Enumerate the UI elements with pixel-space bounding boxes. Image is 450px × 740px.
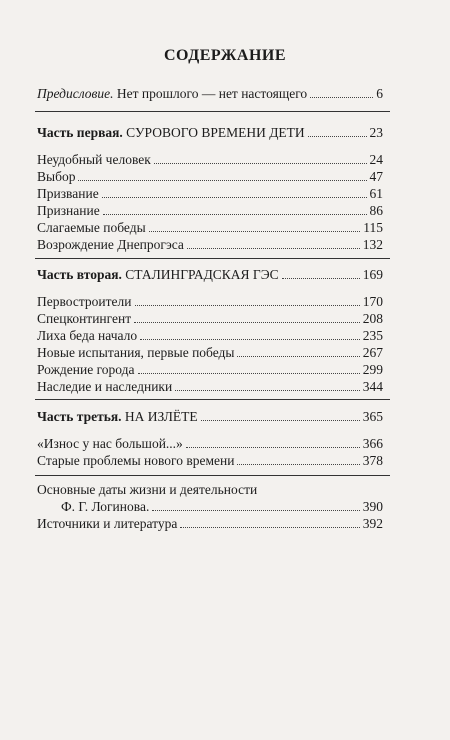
page-number: 132 xyxy=(362,237,383,252)
entry-title: Слагаемые победы xyxy=(37,220,146,235)
toc-entry xyxy=(37,220,383,236)
part-prefix: Часть первая. xyxy=(37,125,123,140)
preface-title: Нет прошлого — нет настоящего xyxy=(116,86,308,101)
divider xyxy=(35,258,390,259)
page-number: 366 xyxy=(362,436,383,451)
entry-title: Неудобный человек xyxy=(37,152,151,167)
dot-leader xyxy=(154,152,367,164)
divider xyxy=(35,475,390,476)
toc-entry-sources xyxy=(37,516,383,532)
entry-title: Спецконтингент xyxy=(37,311,132,326)
page-number: 365 xyxy=(362,409,383,424)
page-number: 344 xyxy=(362,379,383,394)
page-number: 378 xyxy=(362,453,383,468)
page-number: 235 xyxy=(362,328,383,343)
page-number: 390 xyxy=(362,499,383,514)
entry-title: Лиха беда начало xyxy=(37,328,138,343)
entry-title: «Износ у нас большой...» xyxy=(37,436,183,451)
dot-leader xyxy=(135,294,360,306)
dot-leader xyxy=(140,328,360,340)
toc-entry xyxy=(37,362,383,378)
page-number: 24 xyxy=(369,152,383,167)
dot-leader xyxy=(102,186,367,198)
entry-title: Источники и литература xyxy=(37,516,178,531)
toc-part-1 xyxy=(37,125,383,141)
toc-entry xyxy=(37,436,383,452)
dot-leader xyxy=(186,436,360,448)
page-number: 169 xyxy=(362,267,383,282)
entry-title: Старые проблемы нового времени xyxy=(37,453,235,468)
part-title: НА ИЗЛЁТЕ xyxy=(124,409,198,424)
dot-leader xyxy=(282,267,360,279)
entry-title: Признание xyxy=(37,203,100,218)
toc-entry xyxy=(37,453,383,469)
page-number: 23 xyxy=(369,125,383,140)
dot-leader xyxy=(310,86,373,98)
toc-entry-dates xyxy=(37,499,383,515)
toc-entry xyxy=(37,203,383,219)
dot-leader xyxy=(149,220,361,232)
entry-title: Наследие и наследники xyxy=(37,379,173,394)
dot-leader xyxy=(175,379,360,391)
entry-title: Призвание xyxy=(37,186,99,201)
part-prefix: Часть вторая. xyxy=(37,267,122,282)
toc-entry xyxy=(37,328,383,344)
dot-leader xyxy=(237,345,359,357)
entry-title: Рождение города xyxy=(37,362,135,377)
entry-title: Новые испытания, первые победы xyxy=(37,345,235,360)
dot-leader xyxy=(134,311,360,323)
toc-entry xyxy=(37,169,383,185)
page-number: 115 xyxy=(363,220,383,235)
toc-part-3 xyxy=(37,409,383,425)
toc-entry-preface xyxy=(37,86,383,102)
entry-title: Ф. Г. Логинова. xyxy=(61,499,150,514)
page-number: 299 xyxy=(362,362,383,377)
entry-title: Возрождение Днепрогэса xyxy=(37,237,184,252)
page-number: 392 xyxy=(362,516,383,531)
dot-leader xyxy=(180,516,359,528)
toc-entry xyxy=(37,186,383,202)
toc-part-2 xyxy=(37,267,383,283)
dot-leader xyxy=(103,203,367,215)
toc-entry xyxy=(37,379,383,395)
page-number: 267 xyxy=(362,345,383,360)
page-number: 61 xyxy=(369,186,383,201)
preface-prefix: Предисловие. xyxy=(37,86,114,101)
entry-title: Первостроители xyxy=(37,294,132,309)
toc-entry xyxy=(37,152,383,168)
toc-entry xyxy=(37,294,383,310)
page-number: 208 xyxy=(362,311,383,326)
appendix-dates-line1: Основные даты жизни и деятельности xyxy=(37,482,258,497)
page-title: СОДЕРЖАНИЕ xyxy=(163,47,287,64)
part-title: СТАЛИНГРАДСКАЯ ГЭС xyxy=(125,267,279,282)
page-number: 86 xyxy=(369,203,383,218)
dot-leader xyxy=(308,125,367,137)
dot-leader xyxy=(237,453,359,465)
divider xyxy=(35,399,390,400)
toc-entry xyxy=(37,345,383,361)
entry-title: Выбор xyxy=(37,169,76,184)
dot-leader xyxy=(138,362,360,374)
page-number: 47 xyxy=(369,169,383,184)
toc-entry xyxy=(37,311,383,327)
dot-leader xyxy=(201,409,360,421)
dot-leader xyxy=(187,237,360,249)
divider xyxy=(35,111,390,112)
page-number: 6 xyxy=(376,86,383,101)
dot-leader xyxy=(152,499,359,511)
part-title: СУРОВОГО ВРЕМЕНИ ДЕТИ xyxy=(126,125,305,140)
dot-leader xyxy=(78,169,366,181)
part-prefix: Часть третья. xyxy=(37,409,122,424)
page-number: 170 xyxy=(362,294,383,309)
toc-entry xyxy=(37,237,383,253)
